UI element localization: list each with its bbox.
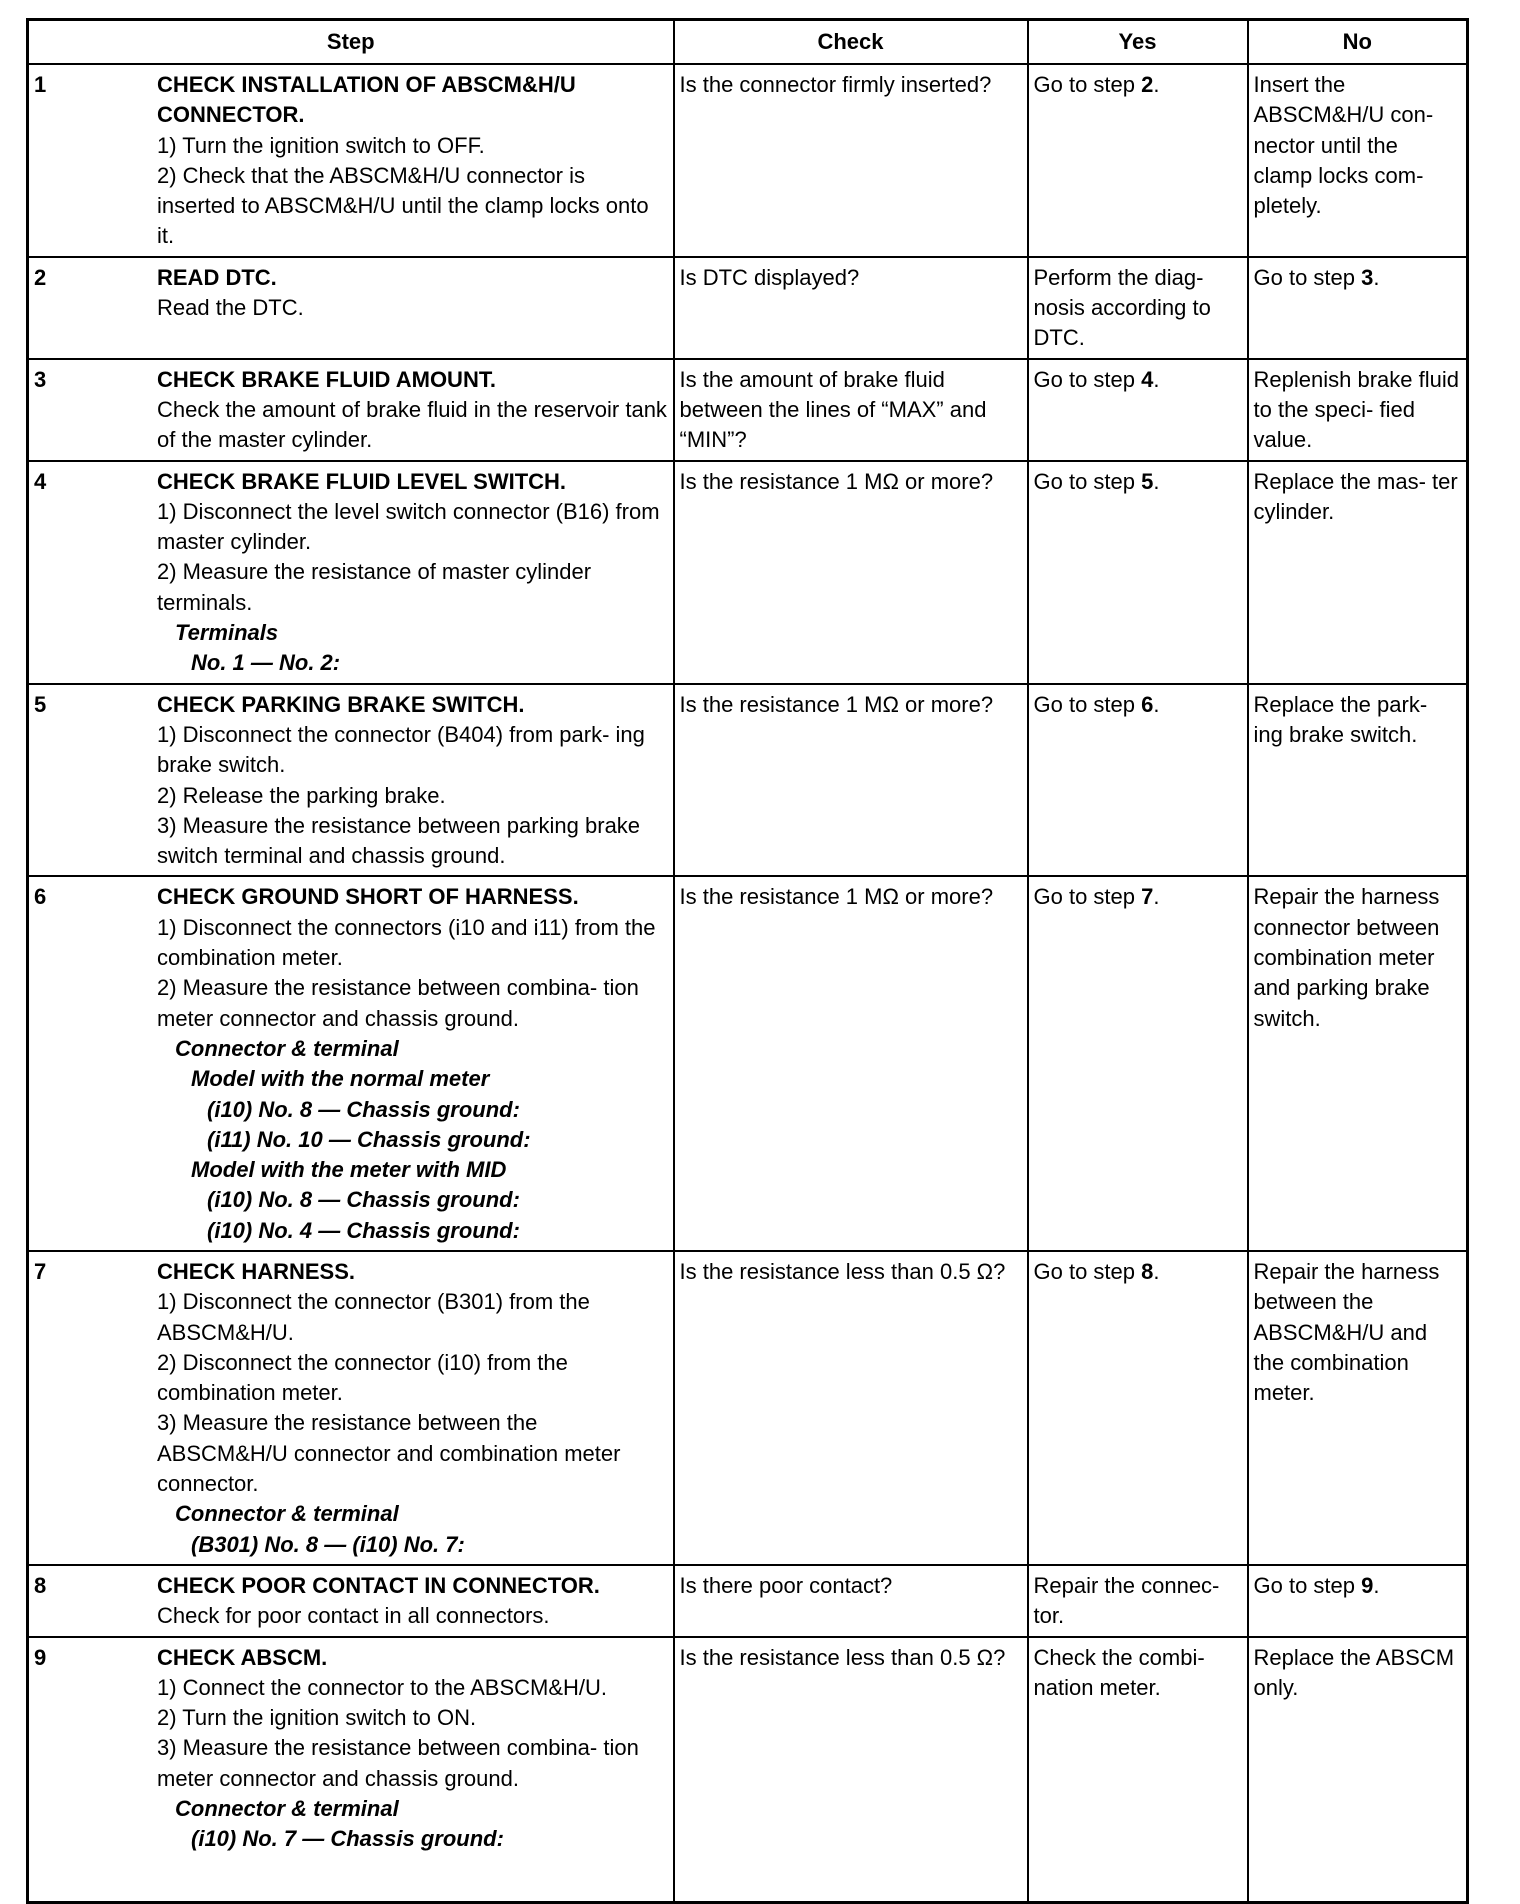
- step-title: CHECK INSTALLATION OF ABSCM&H/U CONNECTOR.: [157, 72, 576, 128]
- step-instruction: 2) Turn the ignition switch to ON.: [157, 1705, 477, 1731]
- step-content: [34, 263, 668, 324]
- step-title: CHECK GROUND SHORT OF HARNESS.: [157, 884, 579, 910]
- step-specification: (i10) No. 7 — Chassis ground:: [191, 1826, 504, 1852]
- step-specification: Connector & terminal: [175, 1501, 399, 1527]
- step-number: 1: [34, 72, 47, 97]
- yes-text: Check the combi- nation meter.: [1033, 1644, 1205, 1700]
- step-content: [34, 70, 668, 252]
- step-instruction: Check the amount of brake fluid in the reservoir tank of the master cylinder.: [157, 396, 667, 453]
- step-cell: [28, 684, 674, 877]
- step-cell: [28, 461, 674, 684]
- table-header: [28, 20, 1468, 65]
- yes-step-number: 2: [1141, 72, 1154, 97]
- step-body: [157, 1643, 668, 1855]
- no-text: Replace the park- ing brake switch.: [1253, 691, 1428, 747]
- no-cell: [1248, 684, 1468, 877]
- step-body: [157, 467, 668, 679]
- table-body: [28, 64, 1468, 1903]
- no-step-number: 3: [1361, 264, 1374, 290]
- step-number: 3: [34, 366, 47, 392]
- step-specification: (i11) No. 10 — Chassis ground:: [207, 1126, 531, 1152]
- step-instruction: 1) Turn the ignition switch to OFF.: [157, 132, 485, 158]
- step-instruction: 2) Measure the resistance between combina- tion meter connector and chassis ground.: [157, 975, 639, 1031]
- step-title: READ DTC.: [157, 264, 277, 290]
- step-cell: [28, 876, 674, 1251]
- no-text: Go to step: [1253, 1572, 1362, 1598]
- step-number: 2: [34, 264, 47, 290]
- step-title: CHECK BRAKE FLUID LEVEL SWITCH.: [157, 468, 567, 494]
- no-cell: [1248, 876, 1468, 1251]
- check-cell: Is the resistance 1 MΩ or more?: [674, 461, 1028, 684]
- step-body: [157, 365, 668, 456]
- table-row: [28, 257, 1468, 359]
- step-title: CHECK HARNESS.: [157, 1258, 356, 1284]
- step-instruction: 2) Check that the ABSCM&H/U connector is inserted to ABSCM&H/U until the clamp locks onto it.: [157, 162, 649, 249]
- step-number: 7: [34, 1258, 47, 1284]
- step-title: CHECK POOR CONTACT IN CONNECTOR.: [157, 1572, 600, 1598]
- yes-step-number: 6: [1141, 691, 1154, 717]
- header-check: Check: [674, 20, 1028, 65]
- step-content: [34, 690, 668, 872]
- no-step-number: 9: [1361, 1572, 1374, 1598]
- yes-cell: [1028, 684, 1248, 877]
- yes-cell: [1028, 359, 1248, 461]
- check-cell: Is the amount of brake fluid between the lines of “MAX” and “MIN”?: [674, 359, 1028, 461]
- yes-text: Repair the connec- tor.: [1033, 1572, 1220, 1629]
- step-cell: [28, 257, 674, 359]
- header-no: No: [1248, 20, 1468, 65]
- yes-text-end: .: [1153, 1258, 1160, 1284]
- step-content: [34, 1257, 668, 1560]
- yes-cell: [1028, 257, 1248, 359]
- step-title: CHECK BRAKE FLUID AMOUNT.: [157, 366, 496, 392]
- check-cell: Is the connector firmly inserted?: [674, 64, 1028, 257]
- no-cell: [1248, 1637, 1468, 1903]
- yes-cell: [1028, 1251, 1248, 1565]
- step-number: 9: [34, 1644, 47, 1670]
- step-instruction: 3) Measure the resistance between the ABSCM&H/U connector and combination meter connector.: [157, 1410, 621, 1497]
- step-specification: (B301) No. 8 — (i10) No. 7:: [191, 1531, 465, 1557]
- step-specification: Connector & terminal: [175, 1035, 399, 1061]
- no-text: Repair the harness connector between combination meter and parking brake switch.: [1253, 884, 1440, 1031]
- step-body: [157, 1571, 668, 1632]
- step-specification: Model with the normal meter: [191, 1066, 490, 1092]
- check-cell: Is DTC displayed?: [674, 257, 1028, 359]
- header-row: [28, 20, 1468, 65]
- yes-text-end: .: [1153, 691, 1160, 717]
- yes-text: Go to step: [1033, 366, 1142, 392]
- yes-text: Go to step: [1033, 1258, 1142, 1284]
- no-text: Replenish brake fluid to the speci- fied value.: [1253, 366, 1459, 453]
- no-cell: [1248, 257, 1468, 359]
- step-body: [157, 882, 668, 1246]
- table-row: [28, 359, 1468, 461]
- table-row: [28, 684, 1468, 877]
- step-instruction: 1) Connect the connector to the ABSCM&H/U.: [157, 1674, 608, 1700]
- yes-step-number: 8: [1141, 1258, 1154, 1284]
- yes-cell: [1028, 876, 1248, 1251]
- step-specification: (i10) No. 4 — Chassis ground:: [207, 1217, 520, 1243]
- no-text-end: .: [1373, 1572, 1380, 1598]
- yes-cell: [1028, 1637, 1248, 1903]
- step-number: 5: [34, 691, 47, 717]
- step-instruction: 3) Measure the resistance between combina- tion meter connector and chassis ground.: [157, 1735, 639, 1791]
- step-body: [157, 1257, 668, 1560]
- step-cell: [28, 1637, 674, 1903]
- step-cell: [28, 1565, 674, 1637]
- no-text: Replace the ABSCM only.: [1253, 1644, 1455, 1700]
- step-specification: Terminals: [175, 620, 279, 646]
- step-content: [34, 1643, 668, 1855]
- yes-step-number: 4: [1141, 366, 1154, 392]
- step-title: CHECK PARKING BRAKE SWITCH.: [157, 691, 525, 717]
- step-content: [34, 467, 668, 679]
- step-body: [157, 70, 668, 252]
- diagnosis-table: [26, 18, 1469, 1904]
- step-cell: [28, 64, 674, 257]
- no-cell: [1248, 359, 1468, 461]
- step-instruction: 2) Disconnect the connector (i10) from the combination meter.: [157, 1349, 568, 1406]
- yes-cell: [1028, 461, 1248, 684]
- step-content: [34, 882, 668, 1246]
- step-body: [157, 690, 668, 872]
- check-cell: Is there poor contact?: [674, 1565, 1028, 1637]
- yes-text: Go to step: [1033, 884, 1142, 910]
- step-instruction: 3) Measure the resistance between parking brake switch terminal and chassis ground.: [157, 812, 641, 869]
- yes-cell: [1028, 64, 1248, 257]
- yes-text: Go to step: [1033, 691, 1142, 717]
- no-text: Insert the ABSCM&H/U con- nector until the clamp locks com- pletely.: [1253, 72, 1434, 219]
- no-text: Replace the mas- ter cylinder.: [1253, 468, 1458, 524]
- step-cell: [28, 359, 674, 461]
- check-cell: Is the resistance 1 MΩ or more?: [674, 876, 1028, 1251]
- step-number: 4: [34, 468, 47, 494]
- check-cell: Is the resistance 1 MΩ or more?: [674, 684, 1028, 877]
- no-cell: [1248, 461, 1468, 684]
- step-instruction: 1) Disconnect the level switch connector (B16) from master cylinder.: [157, 498, 660, 555]
- header-step: Step: [28, 20, 674, 65]
- table-row: [28, 1637, 1468, 1903]
- step-instruction: 1) Disconnect the connector (B301) from the ABSCM&H/U.: [157, 1289, 590, 1345]
- step-body: [157, 263, 668, 324]
- no-cell: [1248, 1565, 1468, 1637]
- step-instruction: 2) Release the parking brake.: [157, 782, 446, 808]
- no-cell: [1248, 1251, 1468, 1565]
- step-instruction: 1) Disconnect the connector (B404) from park- ing brake switch.: [157, 721, 645, 778]
- yes-text: Perform the diag- nosis according to DTC.: [1033, 264, 1211, 351]
- no-text-end: .: [1373, 264, 1380, 290]
- step-specification: Connector & terminal: [175, 1796, 399, 1822]
- step-specification: (i10) No. 8 — Chassis ground:: [207, 1096, 520, 1122]
- yes-text: Go to step: [1033, 468, 1142, 494]
- step-instruction: 1) Disconnect the connectors (i10 and i11) from the combination meter.: [157, 914, 656, 971]
- table-row: [28, 1565, 1468, 1637]
- no-cell: [1248, 64, 1468, 257]
- yes-text-end: .: [1153, 884, 1160, 910]
- step-title: CHECK ABSCM.: [157, 1644, 328, 1670]
- table-row: [28, 876, 1468, 1251]
- step-instruction: Check for poor contact in all connectors.: [157, 1603, 550, 1629]
- table-row: [28, 461, 1468, 684]
- check-cell: Is the resistance less than 0.5 Ω?: [674, 1637, 1028, 1903]
- step-specification: (i10) No. 8 — Chassis ground:: [207, 1187, 520, 1213]
- table-row: [28, 64, 1468, 257]
- yes-step-number: 5: [1141, 468, 1154, 494]
- step-number: 6: [34, 884, 47, 910]
- step-instruction: 2) Measure the resistance of master cylinder terminals.: [157, 559, 592, 615]
- no-text: Go to step: [1253, 264, 1362, 290]
- yes-text: Go to step: [1033, 72, 1142, 97]
- yes-text-end: .: [1153, 468, 1160, 494]
- step-number: 8: [34, 1572, 47, 1598]
- yes-text-end: .: [1153, 72, 1160, 97]
- table-row: [28, 1251, 1468, 1565]
- step-content: [34, 1571, 668, 1632]
- check-cell: Is the resistance less than 0.5 Ω?: [674, 1251, 1028, 1565]
- yes-step-number: 7: [1141, 884, 1154, 910]
- no-text: Repair the harness between the ABSCM&H/U and the combination meter.: [1253, 1258, 1440, 1406]
- step-instruction: Read the DTC.: [157, 295, 304, 321]
- header-yes: Yes: [1028, 20, 1248, 65]
- step-specification: Model with the meter with MID: [191, 1157, 507, 1183]
- step-cell: [28, 1251, 674, 1565]
- step-content: [34, 365, 668, 456]
- yes-cell: [1028, 1565, 1248, 1637]
- step-specification: No. 1 — No. 2:: [191, 650, 341, 676]
- yes-text-end: .: [1153, 366, 1160, 392]
